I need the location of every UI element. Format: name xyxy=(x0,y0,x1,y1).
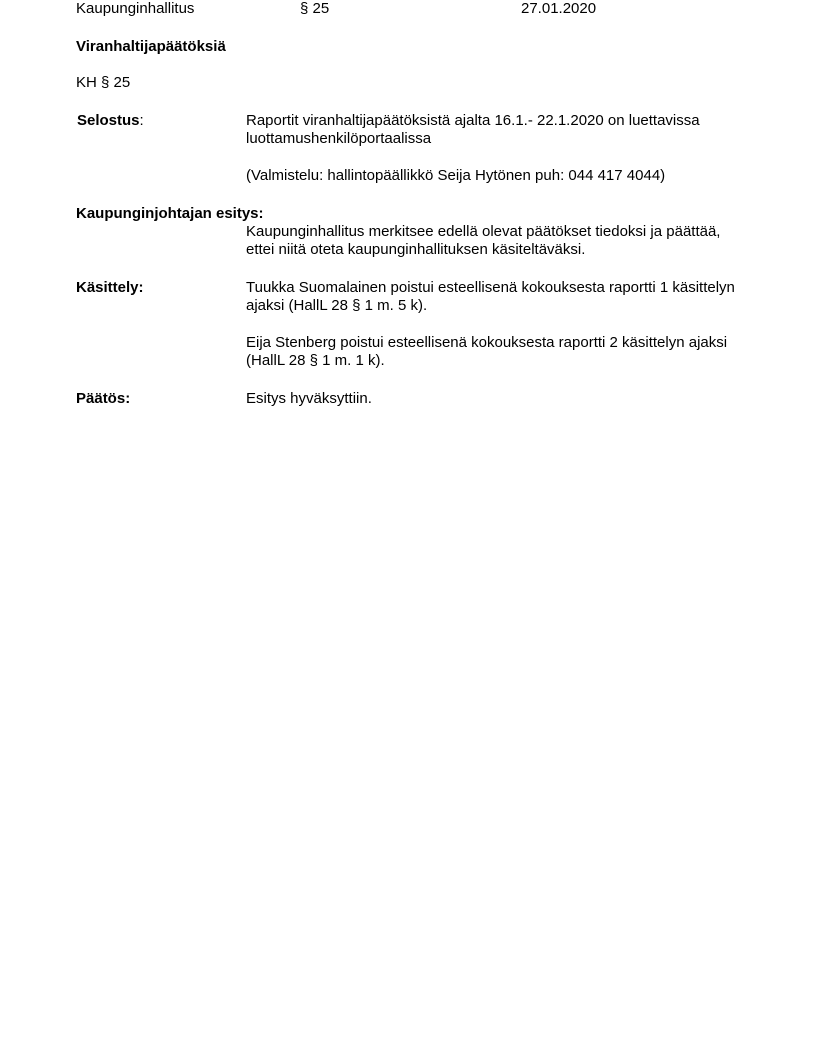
selostus-text: Raportit viranhaltijapäätöksistä ajalta 16.1.- 22.1.2020 on luettavissa luottamushenkilöportaalissa xyxy=(246,112,700,147)
esitys-text: Kaupunginhallitus merkitsee edellä olevat päätökset tiedoksi ja päättää, ettei niitä oteta kaupunginhallituksen käsiteltäväksi. xyxy=(246,223,721,258)
esitys-label: Kaupunginjohtajan esitys: xyxy=(76,205,264,222)
paatos-label: Päätös: xyxy=(76,390,131,407)
selostus-preparer: (Valmistelu: hallintopäällikkö Seija Hytönen puh: 044 417 4044) xyxy=(246,167,666,184)
paatos-text: Esitys hyväksyttiin. xyxy=(246,390,372,407)
kasittely-text-1: Tuukka Suomalainen poistui esteellisenä kokouksesta raportti 1 käsittelyn ajaksi (HallL 28 § 1 m. 5 k). xyxy=(246,279,735,314)
header-meeting-date: 27.01.2020 xyxy=(521,0,597,17)
kasittely-label: Käsittely: xyxy=(76,279,144,296)
section-reference: KH § 25 xyxy=(76,74,131,91)
selostus-colon: : xyxy=(139,112,144,129)
kasittely-text-2: Eija Stenberg poistui esteellisenä kokouksesta raportti 2 käsittelyn ajaksi (HallL 28 § 1 m. 1 k). xyxy=(246,334,728,369)
header-section-number: § 25 xyxy=(300,0,330,17)
selostus-label: Selostus xyxy=(77,112,140,129)
selostus-heading xyxy=(77,112,144,130)
document-title: Viranhaltijapäätöksiä xyxy=(76,38,226,55)
header-body-name: Kaupunginhallitus xyxy=(76,0,195,17)
